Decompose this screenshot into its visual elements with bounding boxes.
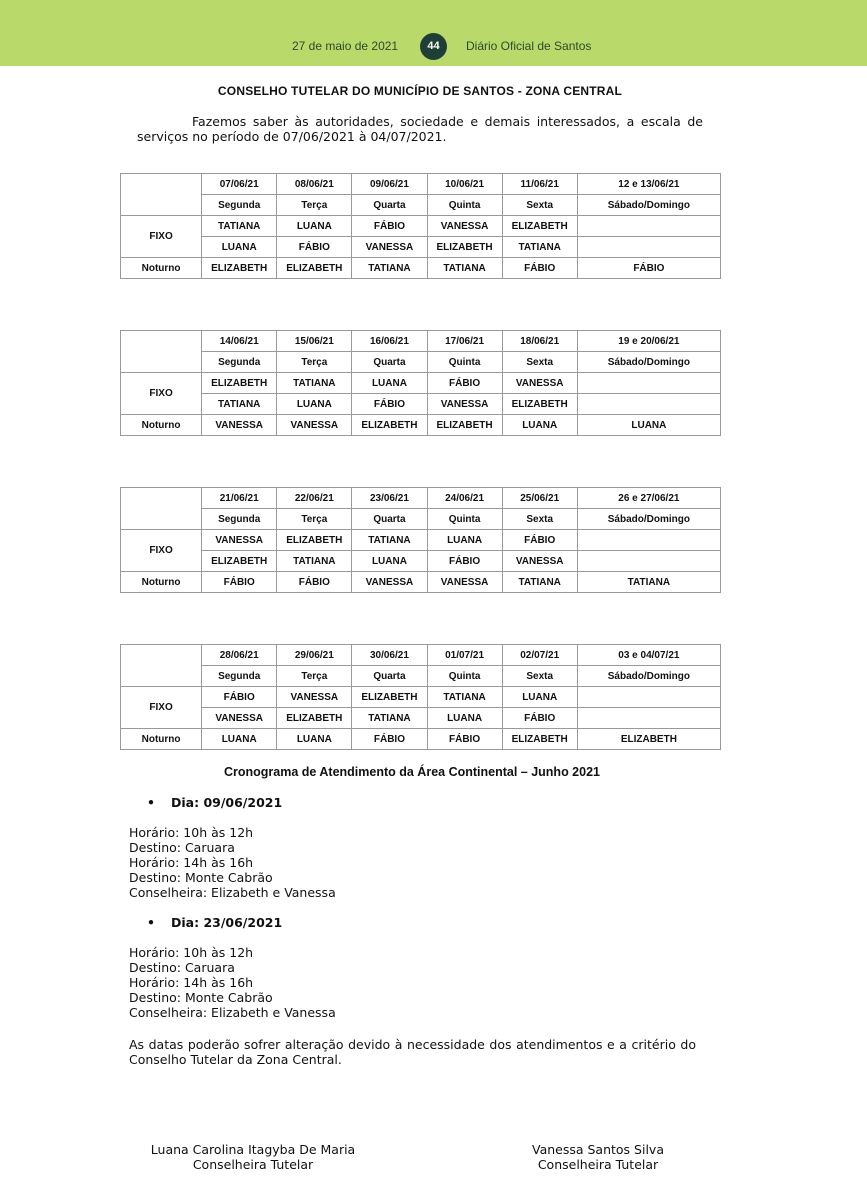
noturno-row (121, 729, 721, 750)
signature-role: Conselheira Tutelar (192, 1157, 314, 1172)
shift-cell: LUANA (352, 373, 427, 394)
shift-cell (577, 237, 720, 258)
date-cell: 28/06/21 (202, 645, 277, 666)
shift-cell: VANESSA (202, 415, 277, 436)
date-cell: 17/06/21 (427, 331, 502, 352)
detail-line: Conselheira: Elizabeth e Vanessa (129, 1005, 336, 1020)
weekday-cell: Sexta (502, 352, 577, 373)
fixo-row-2 (121, 237, 721, 258)
signature-1 (130, 1142, 376, 1172)
shift-cell: FÁBIO (427, 729, 502, 750)
shift-cell: TATIANA (427, 687, 502, 708)
shift-cell: TATIANA (577, 572, 720, 593)
date-cell: 25/06/21 (502, 488, 577, 509)
signature-2 (505, 1142, 691, 1172)
weekday-cell: Sábado/Domingo (577, 352, 720, 373)
fixo-label: FIXO (121, 373, 202, 415)
weekday-cell: Sexta (502, 195, 577, 216)
signature-name: Vanessa Santos Silva (531, 1142, 664, 1157)
date-cell: 01/07/21 (427, 645, 502, 666)
date-cell: 16/06/21 (352, 331, 427, 352)
shift-cell: VANESSA (352, 572, 427, 593)
shift-cell (577, 708, 720, 729)
shift-cell: VANESSA (427, 572, 502, 593)
shift-cell: VANESSA (502, 551, 577, 572)
dates-row (121, 174, 721, 195)
weekdays-row (121, 509, 721, 530)
shift-cell: TATIANA (202, 216, 277, 237)
shift-cell: LUANA (427, 708, 502, 729)
date-cell: 21/06/21 (202, 488, 277, 509)
corner-cell (121, 645, 202, 687)
fixo-row-1 (121, 373, 721, 394)
detail-line: Horário: 14h às 16h (129, 975, 254, 990)
shift-cell: VANESSA (427, 216, 502, 237)
shift-cell: VANESSA (202, 530, 277, 551)
weekday-cell: Sábado/Domingo (577, 509, 720, 530)
fixo-row-2 (121, 394, 721, 415)
shift-cell: TATIANA (352, 530, 427, 551)
shift-cell: TATIANA (352, 258, 427, 279)
weekday-cell: Quarta (352, 509, 427, 530)
shift-cell: TATIANA (202, 394, 277, 415)
weekdays-row (121, 666, 721, 687)
shift-cell: LUANA (277, 216, 352, 237)
bullet-icon: • (147, 795, 155, 810)
noturno-row (121, 572, 721, 593)
shift-cell: ELIZABETH (277, 708, 352, 729)
shift-cell: FÁBIO (352, 729, 427, 750)
date-cell: 03 e 04/07/21 (577, 645, 720, 666)
day-heading-2 (147, 915, 282, 930)
signature-role: Conselheira Tutelar (537, 1157, 659, 1172)
shift-cell: TATIANA (277, 551, 352, 572)
shift-cell: FÁBIO (277, 572, 352, 593)
schedule-table-week-1 (120, 173, 721, 279)
date-cell: 22/06/21 (277, 488, 352, 509)
shift-cell (577, 373, 720, 394)
day-heading-1 (147, 795, 282, 810)
fixo-label: FIXO (121, 216, 202, 258)
shift-cell: ELIZABETH (202, 551, 277, 572)
weekday-cell: Quinta (427, 509, 502, 530)
shift-cell: FÁBIO (577, 258, 720, 279)
schedule-table-week-3 (120, 487, 721, 593)
shift-cell (577, 216, 720, 237)
shift-cell (577, 687, 720, 708)
bullet-icon: • (147, 915, 155, 930)
weekday-cell: Quarta (352, 666, 427, 687)
noturno-label: Noturno (121, 258, 202, 279)
date-cell: 24/06/21 (427, 488, 502, 509)
day-label: Dia: 09/06/2021 (171, 795, 283, 810)
shift-cell: FÁBIO (277, 237, 352, 258)
header-date: 27 de maio de 2021 (292, 39, 399, 53)
fixo-row-2 (121, 708, 721, 729)
date-cell: 10/06/21 (427, 174, 502, 195)
date-cell: 19 e 20/06/21 (577, 331, 720, 352)
date-cell: 02/07/21 (502, 645, 577, 666)
detail-line: Conselheira: Elizabeth e Vanessa (129, 885, 336, 900)
shift-cell: LUANA (202, 237, 277, 258)
shift-cell: ELIZABETH (202, 258, 277, 279)
detail-line: Destino: Caruara (129, 960, 235, 975)
shift-cell: ELIZABETH (277, 530, 352, 551)
signature-name: Luana Carolina Itagyba De Maria (150, 1142, 356, 1157)
dates-row (121, 331, 721, 352)
cronograma-title: Cronograma de Atendimento da Área Continental – Junho 2021 (224, 765, 600, 779)
fixo-row-1 (121, 216, 721, 237)
schedule-note: As datas poderão sofrer alteração devido à necessidade dos atendimentos e a critério do Conselho Tutelar da Zona Central. (129, 1037, 696, 1067)
noturno-row (121, 258, 721, 279)
day-details-1 (129, 825, 336, 900)
shift-cell: VANESSA (427, 394, 502, 415)
publication-name: Diário Oficial de Santos (466, 39, 592, 53)
shift-cell: ELIZABETH (427, 237, 502, 258)
weekday-cell: Terça (277, 666, 352, 687)
weekday-cell: Sexta (502, 666, 577, 687)
noturno-label: Noturno (121, 729, 202, 750)
shift-cell: TATIANA (502, 237, 577, 258)
weekdays-row (121, 195, 721, 216)
date-cell: 23/06/21 (352, 488, 427, 509)
weekday-cell: Terça (277, 352, 352, 373)
shift-cell: FÁBIO (427, 373, 502, 394)
shift-cell: FÁBIO (427, 551, 502, 572)
shift-cell: ELIZABETH (427, 415, 502, 436)
shift-cell: ELIZABETH (352, 687, 427, 708)
weekday-cell: Quarta (352, 352, 427, 373)
shift-cell: TATIANA (352, 708, 427, 729)
shift-cell: ELIZABETH (502, 216, 577, 237)
date-cell: 26 e 27/06/21 (577, 488, 720, 509)
page-number-badge: 44 (420, 33, 447, 60)
shift-cell: LUANA (202, 729, 277, 750)
date-cell: 14/06/21 (202, 331, 277, 352)
shift-cell: VANESSA (277, 687, 352, 708)
date-cell: 11/06/21 (502, 174, 577, 195)
dates-row (121, 488, 721, 509)
date-cell: 18/06/21 (502, 331, 577, 352)
document-title: CONSELHO TUTELAR DO MUNICÍPIO DE SANTOS - ZONA CENTRAL (217, 84, 623, 98)
shift-cell: LUANA (277, 729, 352, 750)
fixo-label: FIXO (121, 687, 202, 729)
shift-cell: ELIZABETH (277, 258, 352, 279)
weekday-cell: Quinta (427, 195, 502, 216)
shift-cell: VANESSA (202, 708, 277, 729)
shift-cell: VANESSA (277, 415, 352, 436)
shift-cell: ELIZABETH (502, 729, 577, 750)
fixo-row-2 (121, 551, 721, 572)
fixo-row-1 (121, 687, 721, 708)
shift-cell: ELIZABETH (577, 729, 720, 750)
corner-cell (121, 488, 202, 530)
date-cell: 15/06/21 (277, 331, 352, 352)
fixo-label: FIXO (121, 530, 202, 572)
weekday-cell: Segunda (202, 195, 277, 216)
weekday-cell: Segunda (202, 509, 277, 530)
shift-cell: LUANA (352, 551, 427, 572)
shift-cell: LUANA (277, 394, 352, 415)
date-cell: 30/06/21 (352, 645, 427, 666)
date-cell: 09/06/21 (352, 174, 427, 195)
detail-line: Destino: Caruara (129, 840, 235, 855)
shift-cell: VANESSA (352, 237, 427, 258)
intro-paragraph: Fazemos saber às autoridades, sociedade e demais interessados, a escala de serviços no período de 07/06/2021 à 04/07/2021. (137, 114, 703, 144)
shift-cell: FÁBIO (502, 530, 577, 551)
shift-cell (577, 530, 720, 551)
shift-cell: LUANA (502, 415, 577, 436)
dates-row (121, 645, 721, 666)
weekday-cell: Sábado/Domingo (577, 666, 720, 687)
detail-line: Destino: Monte Cabrão (129, 870, 273, 885)
weekday-cell: Quarta (352, 195, 427, 216)
shift-cell: ELIZABETH (352, 415, 427, 436)
weekday-cell: Quinta (427, 352, 502, 373)
weekdays-row (121, 352, 721, 373)
shift-cell: LUANA (427, 530, 502, 551)
shift-cell: ELIZABETH (502, 394, 577, 415)
shift-cell: FÁBIO (502, 708, 577, 729)
shift-cell: FÁBIO (502, 258, 577, 279)
noturno-label: Noturno (121, 572, 202, 593)
detail-line: Horário: 14h às 16h (129, 855, 254, 870)
date-cell: 12 e 13/06/21 (577, 174, 720, 195)
shift-cell: TATIANA (502, 572, 577, 593)
detail-line: Horário: 10h às 12h (129, 825, 254, 840)
schedule-table-week-2 (120, 330, 721, 436)
detail-line: Horário: 10h às 12h (129, 945, 254, 960)
shift-cell: FÁBIO (352, 216, 427, 237)
shift-cell: FÁBIO (352, 394, 427, 415)
shift-cell: FÁBIO (202, 687, 277, 708)
shift-cell: VANESSA (502, 373, 577, 394)
weekday-cell: Quinta (427, 666, 502, 687)
noturno-label: Noturno (121, 415, 202, 436)
corner-cell (121, 174, 202, 216)
weekday-cell: Terça (277, 195, 352, 216)
shift-cell: LUANA (502, 687, 577, 708)
schedule-table-week-4 (120, 644, 721, 750)
weekday-cell: Terça (277, 509, 352, 530)
date-cell: 29/06/21 (277, 645, 352, 666)
weekday-cell: Segunda (202, 666, 277, 687)
weekday-cell: Sexta (502, 509, 577, 530)
shift-cell: FÁBIO (202, 572, 277, 593)
shift-cell (577, 394, 720, 415)
fixo-row-1 (121, 530, 721, 551)
date-cell: 07/06/21 (202, 174, 277, 195)
noturno-row (121, 415, 721, 436)
shift-cell: ELIZABETH (202, 373, 277, 394)
weekday-cell: Segunda (202, 352, 277, 373)
day-label: Dia: 23/06/2021 (171, 915, 283, 930)
shift-cell: TATIANA (277, 373, 352, 394)
day-details-2 (129, 945, 336, 1020)
weekday-cell: Sábado/Domingo (577, 195, 720, 216)
shift-cell (577, 551, 720, 572)
date-cell: 08/06/21 (277, 174, 352, 195)
corner-cell (121, 331, 202, 373)
shift-cell: TATIANA (427, 258, 502, 279)
detail-line: Destino: Monte Cabrão (129, 990, 273, 1005)
shift-cell: LUANA (577, 415, 720, 436)
